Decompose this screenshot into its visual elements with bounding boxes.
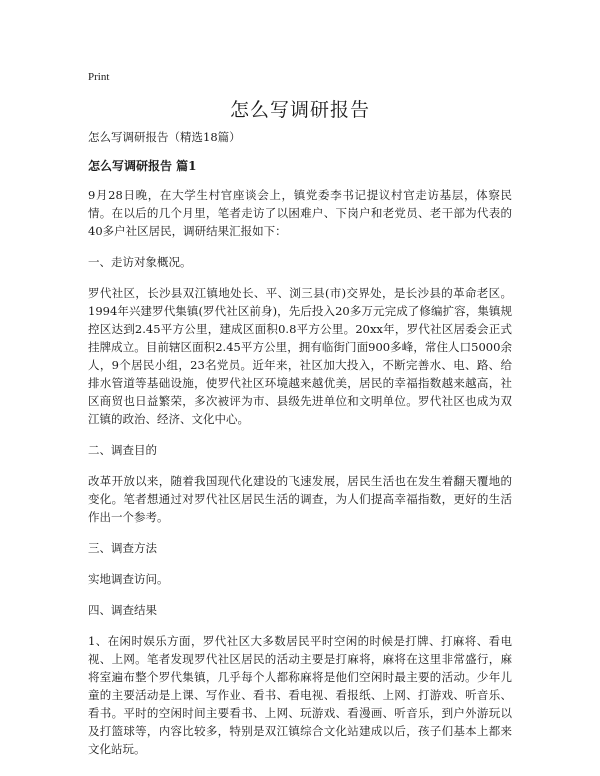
paragraph-heading-4: 四、调查结果 [88, 603, 157, 617]
section-heading: 怎么写调研报告 篇1 [88, 159, 197, 173]
paragraph-purpose: 改革开放以来，随着我国现代化建设的飞速发展，居民生活也在发生着翻天覆地的变化。笔者想通过对罗代社区居民生活的调查，为人们提高幸福指数，更好的生活作出一个参考。 [88, 474, 512, 524]
paragraph-method: 实地调查访问。 [88, 572, 169, 586]
print-link[interactable]: Print [88, 71, 110, 83]
paragraph-intro: 9月28日晚，在大学生村官座谈会上，镇党委李书记提议村官走访基层，体察民情。在以后的几个月里，笔者走访了以困难户、下岗户和老党员、老干部为代表的40多户社区居民，调研结果汇报如下： [88, 188, 512, 238]
paragraph-heading-3: 三、调查方法 [88, 541, 157, 555]
paragraph-results: 1、在闲时娱乐方面，罗代社区大多数居民平时空闲的时候是打牌、打麻将、看电视、上网。笔者发现罗代社区居民的活动主要是打麻将，麻将在这里非常盛行，麻将室遍布整个罗代集镇，几乎每个人都称麻将是他们空闲时最主要的活动。少年儿童的主要活动是上课、写作业、看书、看电视、看报纸、上网、打游戏、听音乐、看书。平时的空闲时间主要看书、上网、玩游戏、看漫画、听音乐，到户外游玩以及打篮球等，内容比较多，特别是双江镇综合文化站建成以后，孩子们基本上都来文化站玩。 [88, 634, 512, 756]
document-body [88, 128, 512, 771]
page-title: 怎么写调研报告 [229, 99, 370, 121]
paragraph-heading-1: 一、走访对象概况。 [88, 255, 192, 269]
document-subtitle: 怎么写调研报告（精选18篇） [88, 130, 241, 144]
paragraph-overview: 罗代社区，长沙县双江镇地处长、平、浏三县(市)交界处，是长沙县的革命老区。1994年兴建罗代集镇(罗代社区前身)，先后投入20多万元完成了修编扩容，集镇规控区达到2.45平方公里，建成区面积0.8平方公里。20xx年，罗代社区居委会正式挂牌成立。目前辖区面积2.45平方公里，拥有临街门面900多峰，常住人口5000余人，9个居民小组，23名党员。近年来，社区加大投入，不断完善水、电、路、给排水管道等基础设施，使罗代社区环境越来越优美，居民的幸福指数越来越高，社区商贸也日益繁荣，多次被评为市、县级先进单位和文明单位。罗代社区也成为双江镇的政治、经济、文化中心。 [88, 286, 512, 426]
paragraph-heading-2: 二、调查目的 [88, 443, 157, 457]
